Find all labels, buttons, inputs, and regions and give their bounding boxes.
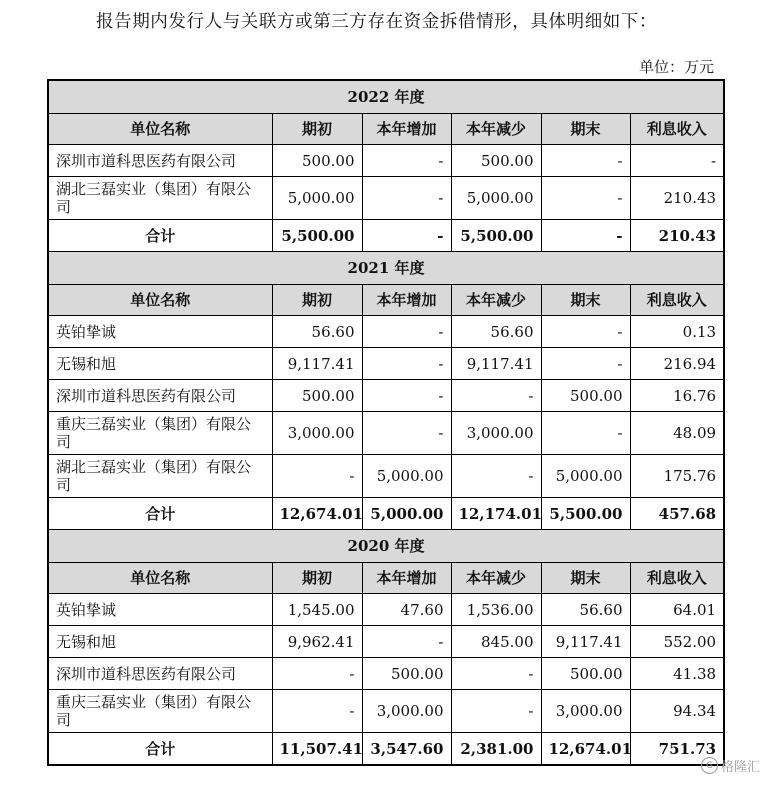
amount-cell: 3,000.00 (451, 412, 541, 455)
company-name-cell: 湖北三磊实业（集团）有限公司 (48, 177, 272, 220)
year-header-row (48, 252, 724, 285)
table-row (48, 658, 724, 690)
total-amount-cell: - (362, 220, 451, 252)
total-amount-cell: 2,381.00 (451, 733, 541, 766)
column-header: 利息收入 (630, 563, 724, 594)
column-header: 期初 (272, 285, 362, 316)
column-header: 期末 (541, 563, 630, 594)
amount-cell: 5,000.00 (362, 455, 451, 498)
column-header: 单位名称 (48, 285, 272, 316)
column-header: 本年减少 (451, 114, 541, 145)
company-name-cell: 英铂挚诚 (48, 316, 272, 348)
amount-cell: - (451, 658, 541, 690)
year-header-row (48, 530, 724, 563)
amount-cell: 500.00 (451, 145, 541, 177)
total-amount-cell: 5,500.00 (272, 220, 362, 252)
table-row (48, 412, 724, 455)
company-name-cell: 湖北三磊实业（集团）有限公司 (48, 455, 272, 498)
amount-cell: 175.76 (630, 455, 724, 498)
amount-cell: 64.01 (630, 594, 724, 626)
total-row (48, 220, 724, 252)
column-header: 本年减少 (451, 285, 541, 316)
amount-cell: - (541, 177, 630, 220)
column-header: 单位名称 (48, 114, 272, 145)
amount-cell: - (272, 690, 362, 733)
company-name-cell: 深圳市道科思医药有限公司 (48, 380, 272, 412)
amount-cell: - (451, 690, 541, 733)
total-amount-cell: 751.73 (630, 733, 724, 766)
amount-cell: 500.00 (272, 380, 362, 412)
amount-cell: 500.00 (362, 658, 451, 690)
amount-cell: - (451, 455, 541, 498)
total-amount-cell: 3,547.60 (362, 733, 451, 766)
year-label: 2020 年度 (48, 530, 724, 563)
amount-cell: - (362, 380, 451, 412)
table-row (48, 626, 724, 658)
amount-cell: - (541, 348, 630, 380)
amount-cell: 1,545.00 (272, 594, 362, 626)
total-amount-cell: 12,174.01 (451, 498, 541, 530)
company-name-cell: 深圳市道科思医药有限公司 (48, 658, 272, 690)
column-header-row (48, 285, 724, 316)
amount-cell: 3,000.00 (541, 690, 630, 733)
amount-cell: - (541, 412, 630, 455)
amount-cell: - (630, 145, 724, 177)
amount-cell: - (362, 145, 451, 177)
amount-cell: 5,000.00 (451, 177, 541, 220)
year-header-row (48, 80, 724, 114)
total-amount-cell: 12,674.01 (272, 498, 362, 530)
amount-cell: - (362, 412, 451, 455)
amount-cell: - (272, 455, 362, 498)
total-amount-cell: 5,500.00 (541, 498, 630, 530)
total-label-cell: 合计 (48, 733, 272, 766)
amount-cell: 41.38 (630, 658, 724, 690)
column-header: 单位名称 (48, 563, 272, 594)
amount-cell: 1,536.00 (451, 594, 541, 626)
amount-cell: - (362, 177, 451, 220)
column-header: 本年减少 (451, 563, 541, 594)
amount-cell: 48.09 (630, 412, 724, 455)
amount-cell: 56.60 (541, 594, 630, 626)
total-amount-cell: 12,674.01 (541, 733, 630, 766)
table-row (48, 177, 724, 220)
total-label-cell: 合计 (48, 220, 272, 252)
fund-lending-table (47, 79, 725, 766)
total-amount-cell: 457.68 (630, 498, 724, 530)
amount-cell: 3,000.00 (272, 412, 362, 455)
amount-cell: - (362, 626, 451, 658)
column-header: 本年增加 (362, 285, 451, 316)
column-header: 期初 (272, 563, 362, 594)
amount-cell: 94.34 (630, 690, 724, 733)
column-header: 期初 (272, 114, 362, 145)
intro-paragraph: 报告期内发行人与关联方或第三方存在资金拆借情形，具体明细如下： (96, 12, 658, 32)
amount-cell: 210.43 (630, 177, 724, 220)
total-row (48, 733, 724, 766)
amount-cell: 3,000.00 (362, 690, 451, 733)
column-header: 期末 (541, 114, 630, 145)
amount-cell: - (541, 316, 630, 348)
company-name-cell: 深圳市道科思医药有限公司 (48, 145, 272, 177)
amount-cell: - (541, 145, 630, 177)
amount-cell: 5,000.00 (272, 177, 362, 220)
column-header: 本年增加 (362, 563, 451, 594)
amount-cell: 845.00 (451, 626, 541, 658)
column-header: 利息收入 (630, 114, 724, 145)
total-amount-cell: 210.43 (630, 220, 724, 252)
unit-label: 单位：万元 (638, 58, 714, 76)
amount-cell: 16.76 (630, 380, 724, 412)
table-row (48, 316, 724, 348)
company-name-cell: 英铂挚诚 (48, 594, 272, 626)
amount-cell: 552.00 (630, 626, 724, 658)
amount-cell: 9,117.41 (541, 626, 630, 658)
column-header: 期末 (541, 285, 630, 316)
amount-cell: 56.60 (451, 316, 541, 348)
amount-cell: 9,117.41 (451, 348, 541, 380)
amount-cell: 500.00 (541, 658, 630, 690)
total-amount-cell: 5,500.00 (451, 220, 541, 252)
amount-cell: 5,000.00 (541, 455, 630, 498)
table-row (48, 145, 724, 177)
amount-cell: - (362, 348, 451, 380)
amount-cell: - (451, 380, 541, 412)
table-row (48, 348, 724, 380)
table-row (48, 380, 724, 412)
amount-cell: 47.60 (362, 594, 451, 626)
total-amount-cell: 11,507.41 (272, 733, 362, 766)
year-label: 2021 年度 (48, 252, 724, 285)
total-row (48, 498, 724, 530)
company-name-cell: 重庆三磊实业（集团）有限公司 (48, 412, 272, 455)
amount-cell: 9,117.41 (272, 348, 362, 380)
watermark (701, 756, 760, 775)
company-name-cell: 无锡和旭 (48, 348, 272, 380)
total-label-cell: 合计 (48, 498, 272, 530)
amount-cell: 216.94 (630, 348, 724, 380)
amount-cell: - (362, 316, 451, 348)
amount-cell: 9,962.41 (272, 626, 362, 658)
total-amount-cell: 5,000.00 (362, 498, 451, 530)
column-header: 本年增加 (362, 114, 451, 145)
table-row (48, 690, 724, 733)
amount-cell: 0.13 (630, 316, 724, 348)
table-row (48, 455, 724, 498)
total-amount-cell: - (541, 220, 630, 252)
company-name-cell: 无锡和旭 (48, 626, 272, 658)
column-header-row (48, 114, 724, 145)
column-header: 利息收入 (630, 285, 724, 316)
watermark-logo-icon: G (701, 757, 718, 774)
company-name-cell: 重庆三磊实业（集团）有限公司 (48, 690, 272, 733)
amount-cell: - (272, 658, 362, 690)
amount-cell: 56.60 (272, 316, 362, 348)
watermark-text: 格隆汇 (720, 760, 760, 775)
amount-cell: 500.00 (272, 145, 362, 177)
amount-cell: 500.00 (541, 380, 630, 412)
column-header-row (48, 563, 724, 594)
table-row (48, 594, 724, 626)
year-label: 2022 年度 (48, 80, 724, 114)
